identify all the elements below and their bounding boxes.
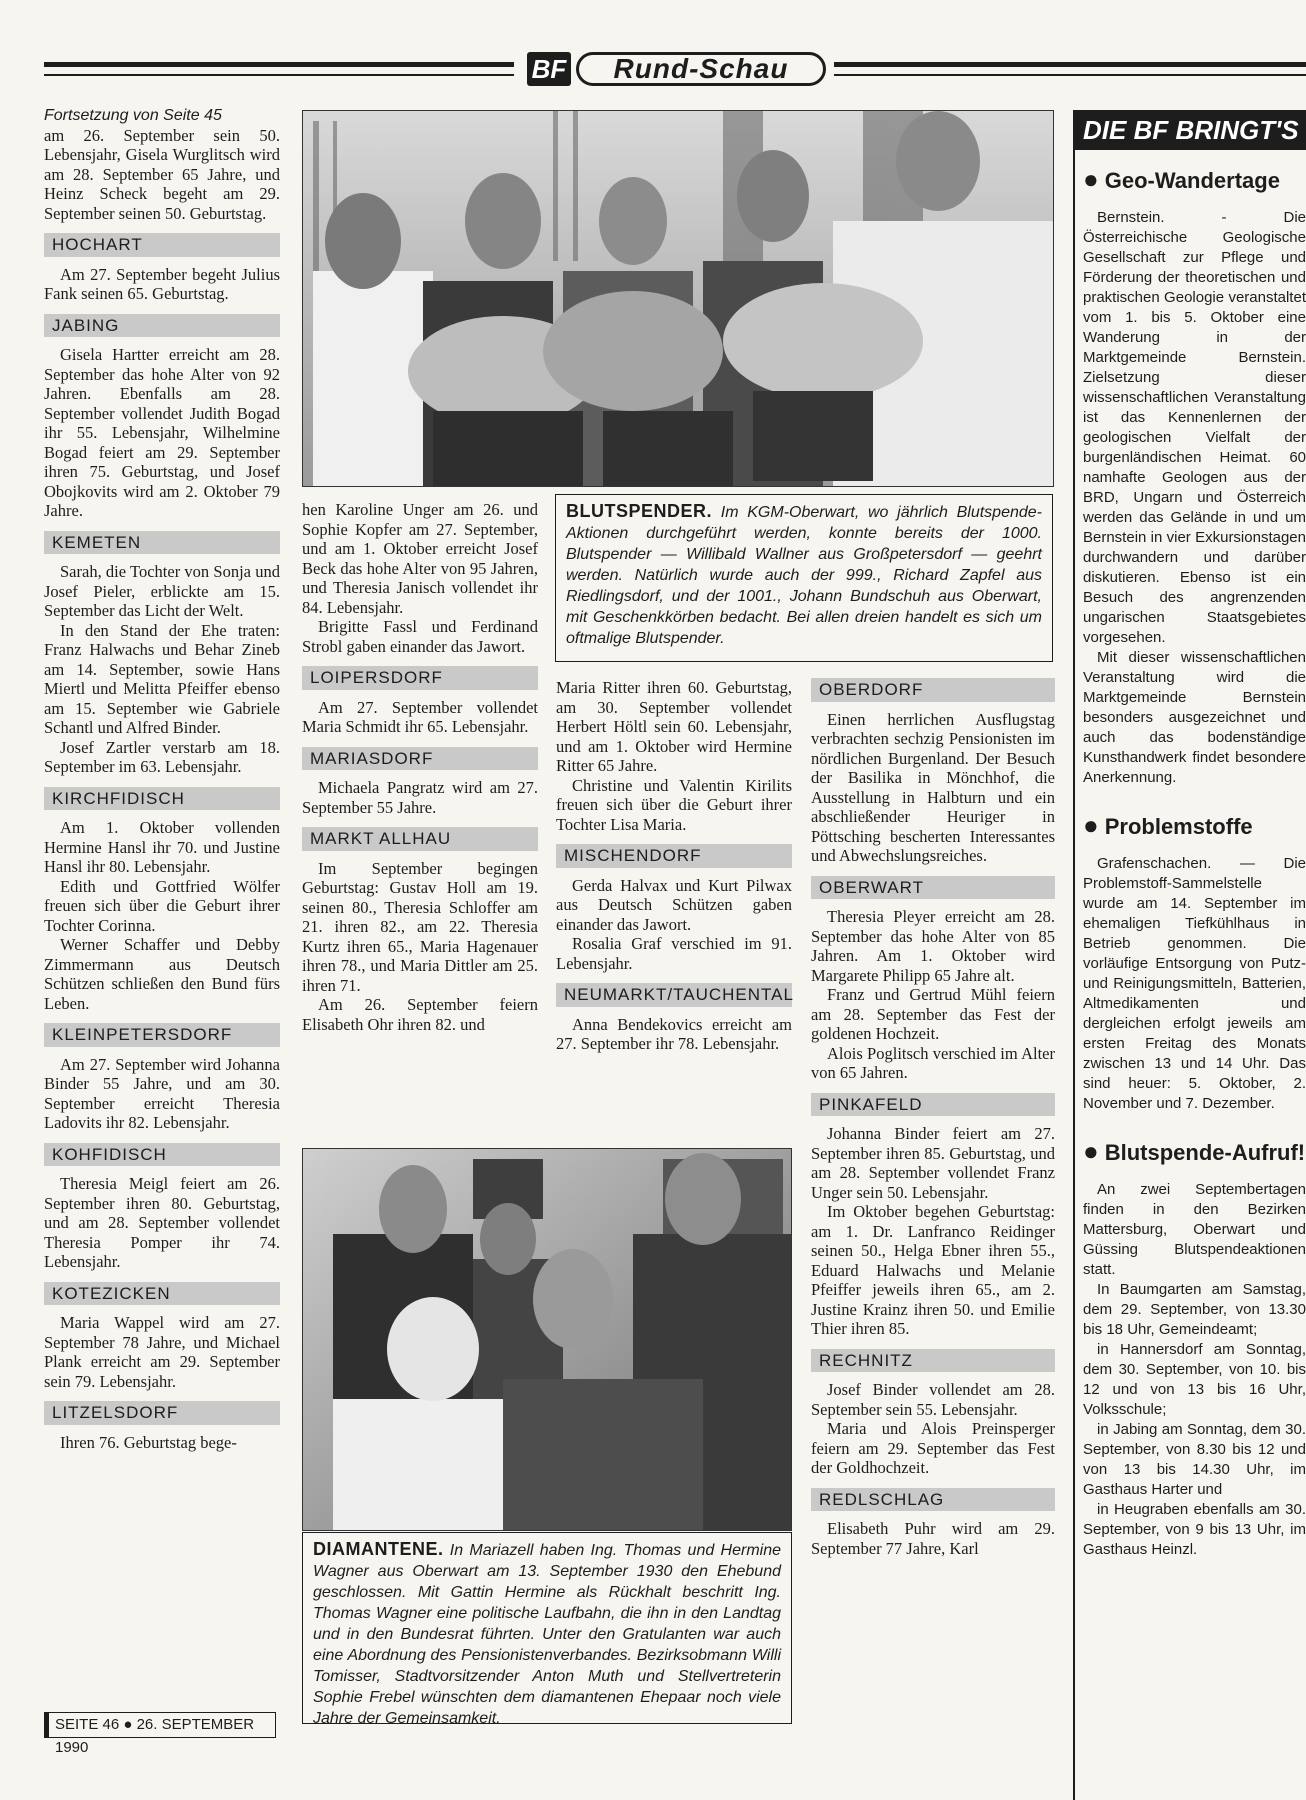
column-1: [44, 106, 280, 1452]
caption-text: In Mariazell haben Ing. Thomas und Hermine Wagner aus Oberwart am 13. September 1930 den Ehebund geschlossen. Mit Gattin Hermine als Rückhalt beschritt Ing. Thomas Wagner eine politische Laufbahn, die ihn in den Landtag und in den Bundesrat führten. Unter den Gratulanten war auch eine Abordnung des Pensionistenverbandes. Bezirksobmann Willi Tomisser, Stadtvorsitzender Anton Muth und Stellvertreterin Sophie Frebel wünschten dem diamantenen Ehepaar noch viele Jahre der Gemeinsamkeit.: [313, 1542, 781, 1727]
article-text: In den Stand der Ehe traten: Franz Halwachs und Behar Zineb am 14. September, sowie Hans Miertl und Melitta Pfeiffer ebenso am 15. September wie Gabriele Schantl und Alfred Binder.: [44, 620, 280, 737]
article-text: Josef Binder vollendet am 28. September sein 55. Lebensjahr.: [811, 1380, 1055, 1419]
article-text: Edith und Gottfried Wölfer freuen sich über die Geburt ihrer Tochter Corinna.: [44, 876, 280, 935]
sidebar-text: In Baumgarten am Samstag, dem 29. September, von 13.30 bis 18 Uhr, Gemeindeamt;: [1083, 1281, 1306, 1338]
sidebar-section-problemstoffe: [1083, 810, 1306, 1114]
rubric-heading: LITZELSDORF: [44, 1401, 280, 1425]
bullet-icon: ●: [1083, 164, 1099, 194]
continuation-note: Fortsetzung von Seite 45: [44, 107, 222, 124]
sidebar-section-blutspende: [1083, 1136, 1306, 1560]
column-4: [811, 678, 1055, 1558]
article-text: Franz und Gertrud Mühl feiern am 28. September das Fest der goldenen Hochzeit.: [811, 985, 1055, 1043]
article-text: Am 1. Oktober vollenden Hermine Hansl ihr 70. und Justine Hansl ihr 80. Lebensjahr.: [44, 818, 280, 876]
caption-diamond-wedding: [302, 1532, 792, 1727]
rubric-heading: MISCHENDORF: [556, 844, 792, 868]
caption-lead: BLUTSPENDER.: [566, 501, 713, 521]
article-text: Im Oktober begehen Geburtstag: am 1. Dr. Lanfranco Reidinger seinen 50., Helga Ebner ihren 55., Eduard Halwachs und Melanie Pfeiffer jeweils ihren 65., am 2. Justine Krainz ihren 50. und Emilie Thier ihren 85.: [811, 1202, 1055, 1338]
sidebar-section-title: [1083, 164, 1306, 196]
caption-blood-donors: [555, 494, 1053, 662]
sidebar-text: Mit dieser wissenschaftlichen Veranstaltung wird die Marktgemeinde Bernstein besonders ausgezeichnet und auch das bodenständige Kunsthandwerk findet besondere Anerkennung.: [1083, 649, 1306, 786]
article-text: Gerda Halvax und Kurt Pilwax aus Deutsch Schützen gaben einander das Jawort.: [556, 875, 792, 934]
article-text: Theresia Meigl feiert am 26. September ihren 80. Geburtstag, und am 28. September vollendet Theresia Pomper ihr 74. Lebensjahr.: [44, 1174, 280, 1271]
rubric-heading: RECHNITZ: [811, 1349, 1055, 1373]
article-text: Alois Poglitsch verschied im Alter von 65 Jahren.: [811, 1043, 1055, 1082]
sidebar-title-text: Problemstoffe: [1104, 814, 1253, 839]
rubric-heading: MARKT ALLHAU: [302, 827, 538, 851]
bullet-icon: ●: [1083, 1136, 1099, 1166]
photo-diamond-wedding: [302, 1148, 792, 1531]
article-text: Christine und Valentin Kirilits freuen sich über die Geburt ihrer Tochter Lisa Maria.: [556, 775, 792, 834]
rubric-heading: LOIPERSDORF: [302, 666, 538, 690]
article-text: Maria und Alois Preinsperger feiern am 29. September das Fest der Goldhochzeit.: [811, 1419, 1055, 1477]
article-text: Michaela Pangratz wird am 27. September 55 Jahre.: [302, 778, 538, 817]
sidebar-text: in Jabing am Sonntag, dem 30. September, von 8.30 bis 12 und von 13 bis 14.30 Uhr, im Gasthaus Harter und: [1083, 1421, 1306, 1498]
article-text: hen Karoline Unger am 26. und Sophie Kopfer am 27. September, und am 1. Oktober erreicht Josef Beck das hohe Alter von 95 Jahren, und Theresia Janisch vollendet ihr 84. Lebensjahr.: [302, 500, 538, 617]
sidebar-section-geo: [1083, 164, 1306, 788]
article-text: Am 26. September feiern Elisabeth Ohr ihren 82. und: [302, 995, 538, 1034]
sidebar-section-title: [1083, 810, 1306, 842]
rubric-heading: PINKAFELD: [811, 1093, 1055, 1117]
sidebar-section-title: [1083, 1136, 1306, 1168]
rubric-heading: KEMETEN: [44, 531, 280, 555]
article-text: Einen herrlichen Ausflugstag verbrachten sechzig Pensionisten im nördlichen Burgenland. Der Besuch der Basilika in Mönchhof, die Ausstellung in Halbturn und ein abschließender Heuriger in Pöttsching bescherten Interessantes und Abwechslungsreiches.: [811, 709, 1055, 865]
bf-logo: BF: [527, 52, 571, 86]
article-text: Maria Ritter ihren 60. Geburtstag, am 30. September vollendet Herbert Höltl sein 60. Lebensjahr, und am 1. Oktober wird Hermine Ritter 65 Jahre.: [556, 678, 792, 775]
caption-text: Im KGM-Oberwart, wo jährlich Blutspende-Aktionen durchgeführt werden, konnte bereits der 1000. Blutspender — Willibald Wallner aus Großpetersdorf — geehrt werden. Natürlich wurde auch der 999., Richard Zapfel aus Riedlingsdorf, und der 1001., Johann Bundschuh aus Oberwart, mit Geschenkkörben bedacht. Bei allen dreien handelt es sich um oftmalige Blutspender.: [566, 504, 1042, 647]
article-text: Elisabeth Puhr wird am 29. September 77 Jahre, Karl: [811, 1519, 1055, 1558]
article-text: Maria Wappel wird am 27. September 78 Jahre, und Michael Plank erreicht am 29. September sein 79. Lebensjahr.: [44, 1313, 280, 1391]
article-text: Theresia Pleyer erreicht am 28. September das hohe Alter von 85 Jahren. Am 1. Oktober wird Margarete Philipp 65 Jahre alt.: [811, 907, 1055, 985]
rubric-heading: OBERWART: [811, 876, 1055, 900]
sidebar-text: Bernstein. - Die Österreichische Geologische Gesellschaft zur Pflege und Förderung der theoretischen und praktischen Geologie veranstaltet vom 1. bis 5. Oktober eine Wanderung in der Marktgemeinde Bernstein. Zielsetzung dieser wissenschaftlichen Veranstaltung ist das Kennenlernen der geologischen Vielfalt der burgenländischen Heimat. 60 namhafte Geologen aus der BRD, Ungarn und Österreich werden das Gelände in und um Bernstein in vier Exkursionstagen durchwandern und darüber diskutieren. Ebenso ist ein Besuch des angrenzenden ungarischen Staatsgebietes vorgesehen.: [1083, 209, 1306, 646]
sidebar-title-text: Blutspende-Aufruf!: [1104, 1140, 1306, 1165]
rubric-heading: KOHFIDISCH: [44, 1143, 280, 1167]
photo-diamond-wedding-image: [303, 1149, 792, 1531]
sidebar-text: Grafenschachen. — Die Problemstoff-Sammelstelle wurde am 14. September im ehemaligen Tiefkühlhaus in Betrieb genommen. Die vorläufige Entsorgung von Putz- und Reinigungsmitteln, Batterien, Altmedikamenten und dergleichen erfolgt jeweils am ersten Freitag des Monats zwischen 13 und 14 Uhr. Das sind heuer: 5. Oktober, 2. November und 7. Dezember.: [1083, 855, 1306, 1112]
article-text: Am 27. September wird Johanna Binder 55 Jahre, und am 30. September erreicht Theresia Ladovits ihr 82. Lebensjahr.: [44, 1054, 280, 1132]
masthead-rule-left: [44, 62, 514, 76]
sidebar-text: in Hannersdorf am Sonntag, dem 30. September, von 10. bis 12 und von 13 bis 16 Uhr, Volksschule;: [1083, 1341, 1306, 1418]
article-text: Sarah, die Tochter von Sonja und Josef Pieler, erblickte am 15. September das Licht der Welt.: [44, 562, 280, 620]
article-text: Rosalia Graf verschied im 91. Lebensjahr.: [556, 934, 792, 973]
photo-blood-donors-image: [303, 111, 1054, 487]
sidebar-header: DIE BF BRINGT'S: [1073, 110, 1306, 150]
article-text: Am 27. September vollendet Maria Schmidt ihr 65. Lebensjahr.: [302, 697, 538, 736]
caption-lead: DIAMANTENE.: [313, 1539, 444, 1559]
rubric-heading: HOCHART: [44, 233, 280, 257]
section-title: Rund-Schau: [576, 52, 826, 86]
article-text: Im September begingen Geburtstag: Gustav Holl am 19. seinen 80., Theresia Schloffer am 21. ihren 82., am 22. Theresia Kurtz ihren 65., Maria Hagenauer ihren 78., und Maria Dittler am 25. ihren 71.: [302, 858, 538, 995]
article-text: Werner Schaffer und Debby Zimmermann aus Deutsch Schützen schließen den Bund fürs Leben.: [44, 935, 280, 1013]
column-2: [302, 500, 538, 1034]
sidebar-bf-bringts: [1073, 110, 1306, 1800]
masthead: [44, 52, 1306, 92]
bullet-icon: ●: [1083, 810, 1099, 840]
rubric-heading: NEUMARKT/TAUCHENTAL: [556, 983, 792, 1007]
article-text: Brigitte Fassl und Ferdinand Strobl gaben einander das Jawort.: [302, 617, 538, 656]
rubric-heading: JABING: [44, 314, 280, 338]
article-text: Am 27. September begeht Julius Fank seinen 65. Geburtstag.: [44, 264, 280, 303]
article-text: am 26. September sein 50. Lebensjahr, Gisela Wurglitsch wird am 28. September 65 Jahre, und Heinz Scheck begeht am 29. September seinen 50. Geburtstag.: [44, 125, 280, 223]
column-3: [556, 678, 792, 1054]
rubric-heading: REDLSCHLAG: [811, 1488, 1055, 1512]
rubric-heading: MARIASDORF: [302, 747, 538, 771]
rubric-heading: KOTEZICKEN: [44, 1282, 280, 1306]
article-text: Josef Zartler verstarb am 18. September im 63. Lebensjahr.: [44, 737, 280, 776]
masthead-rule-right: [834, 62, 1306, 76]
sidebar-text: in Heugraben ebenfalls am 30. September, von 9 bis 13 Uhr, im Gasthaus Heinzl.: [1083, 1501, 1306, 1558]
photo-blood-donors: [302, 110, 1054, 487]
article-text: Anna Bendekovics erreicht am 27. September ihr 78. Lebensjahr.: [556, 1014, 792, 1053]
page-footer: SEITE 46 ● 26. SEPTEMBER 1990: [44, 1712, 276, 1738]
rubric-heading: KLEINPETERSDORF: [44, 1023, 280, 1047]
sidebar-text: An zwei Septembertagen finden in den Bezirken Mattersburg, Oberwart und Güssing Blutspendeaktionen statt.: [1083, 1181, 1306, 1278]
article-text: Johanna Binder feiert am 27. September ihren 85. Geburtstag, und am 28. September vollendet Franz Unger sein 50. Lebensjahr.: [811, 1124, 1055, 1202]
article-text: Gisela Hartter erreicht am 28. September das hohe Alter von 92 Jahren. Ebenfalls am 28. September vollendet Judith Bogad ihr 55. Lebensjahr, Wilhelmine Bogad feiert am 29. September ihren 75. Geburtstag, und Josef Obojkovits wird am 2. Oktober 79 Jahre.: [44, 345, 280, 520]
sidebar-body: [1073, 150, 1306, 1800]
sidebar-title-text: Geo-Wandertage: [1104, 168, 1280, 193]
rubric-heading: KIRCHFIDISCH: [44, 787, 280, 811]
article-text: Ihren 76. Geburtstag bege-: [60, 1432, 237, 1452]
rubric-heading: OBERDORF: [811, 678, 1055, 702]
